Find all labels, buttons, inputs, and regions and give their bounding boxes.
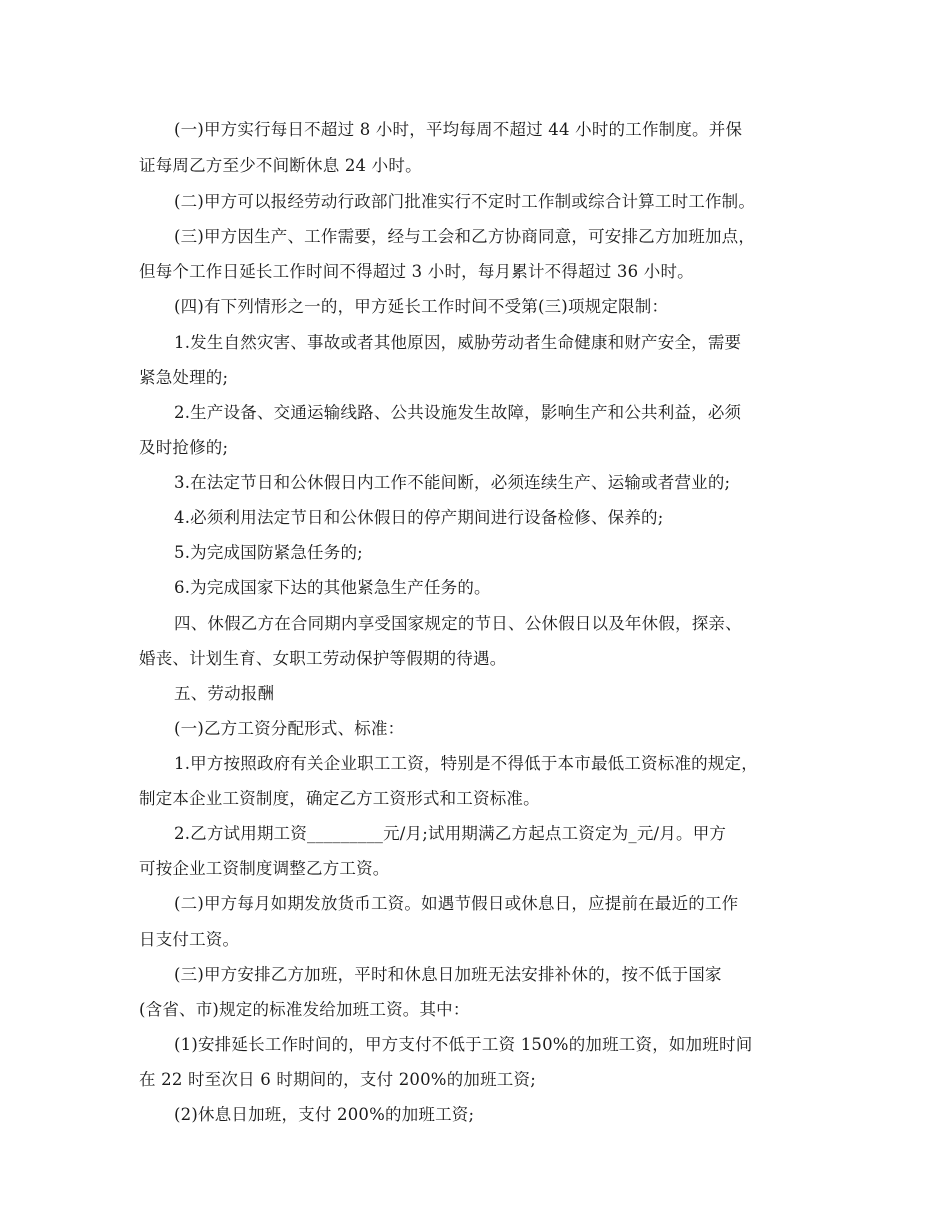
paragraph-line: (二)甲方每月如期发放货币工资。如遇节假日或休息日，应提前在最近的工作 <box>174 894 739 913</box>
paragraph-line: 2.乙方试用期工资_________元/月;试用期满乙方起点工资定为_元/月。甲方 <box>174 824 727 843</box>
paragraph-line: 证每周乙方至少不间断休息 24 小时。 <box>139 156 422 175</box>
paragraph-line: 制定本企业工资制度，确定乙方工资形式和工资标准。 <box>139 789 540 808</box>
paragraph-line: 4.必须利用法定节日和公休假日的停产期间进行设备检修、保养的; <box>174 508 664 527</box>
paragraph-line: 及时抢修的; <box>139 438 229 457</box>
paragraph-line: (四)有下列情形之一的，甲方延长工作时间不受第(三)项规定限制： <box>174 297 669 316</box>
paragraph-line: (二)甲方可以报经劳动行政部门批准实行不定时工作制或综合计算工时工作制。 <box>174 192 756 211</box>
paragraph-line: (1)安排延长工作时间的，甲方支付不低于工资 150%的加班工资，如加班时间 <box>174 1035 753 1054</box>
paragraph-line: (三)甲方安排乙方加班，平时和休息日加班无法安排补休的，按不低于国家 <box>174 965 722 984</box>
paragraph-line: 日支付工资。 <box>139 930 240 949</box>
paragraph-line: (2)休息日加班，支付 200%的加班工资; <box>174 1105 475 1124</box>
paragraph-line: 四、休假乙方在合同期内享受国家规定的节日、公休假日以及年休假，探亲、 <box>174 614 742 633</box>
paragraph-line: 紧急处理的; <box>139 368 229 387</box>
paragraph-line: 可按企业工资制度调整乙方工资。 <box>139 859 390 878</box>
paragraph-line: 6.为完成国家下达的其他紧急生产任务的。 <box>174 578 491 597</box>
paragraph-line: 3.在法定节日和公休假日内工作不能间断，必须连续生产、运输或者营业的; <box>174 473 731 492</box>
paragraph-line: (三)甲方因生产、工作需要，经与工会和乙方协商同意，可安排乙方加班加点， <box>174 227 756 246</box>
paragraph-line: (含省、市)规定的标准发给加班工资。其中： <box>139 1000 470 1019</box>
paragraph-line: 在 22 时至次日 6 时期间的，支付 200%的加班工资; <box>139 1070 536 1089</box>
paragraph-line: 婚丧、计划生育、女职工劳动保护等假期的待遇。 <box>139 649 507 668</box>
paragraph-line: 1.甲方按照政府有关企业职工工资，特别是不得低于本市最低工资标准的规定， <box>174 754 758 773</box>
paragraph-line: 2.生产设备、交通运输线路、公共设施发生故障，影响生产和公共利益，必须 <box>174 403 742 422</box>
section-heading: 五、劳动报酬 <box>174 684 275 703</box>
paragraph-line: (一)甲方实行每日不超过 8 小时，平均每周不超过 44 小时的工作制度。并保 <box>174 120 743 139</box>
paragraph-line: 5.为完成国防紧急任务的; <box>174 543 363 562</box>
paragraph-line: 1.发生自然灾害、事故或者其他原因，威胁劳动者生命健康和财产安全，需要 <box>174 333 742 352</box>
paragraph-line: (一)乙方工资分配形式、标准： <box>174 719 405 738</box>
paragraph-line: 但每个工作日延长工作时间不得超过 3 小时，每月累计不得超过 36 小时。 <box>139 262 694 281</box>
